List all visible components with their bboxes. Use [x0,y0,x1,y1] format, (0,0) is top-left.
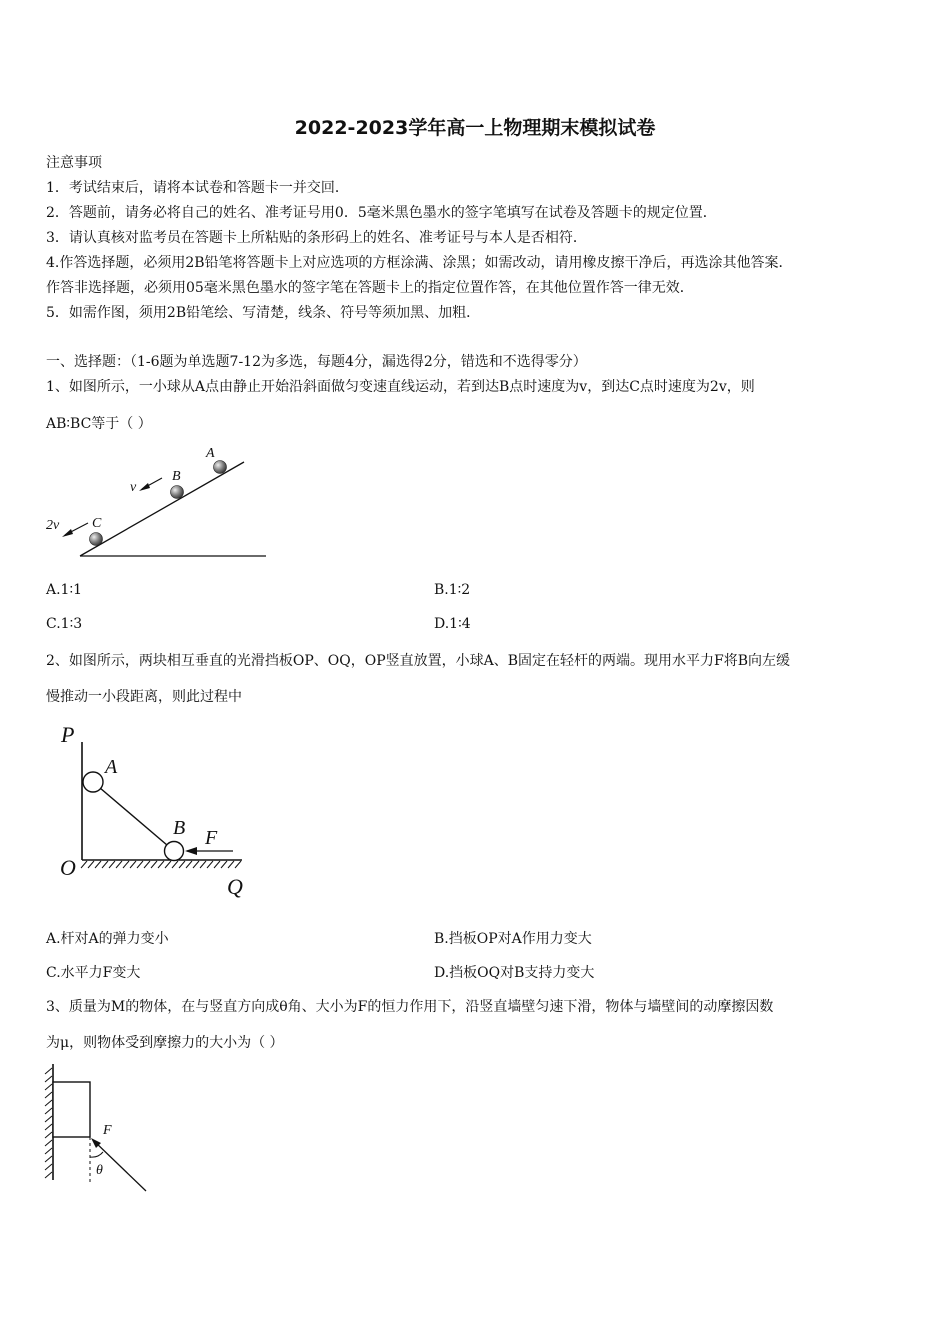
q3-stem-line2: 为μ，则物体受到摩擦力的大小为（ ） [46,1035,284,1051]
q2-stem-line2: 慢推动一小段距离，则此过程中 [46,689,242,705]
q2-option-a: A.杆对A的弹力变小 [46,931,169,947]
ball-b [165,842,184,861]
q1-option-c: C.1∶3 [46,616,83,632]
label-b: B [173,817,186,839]
section-heading: 一、选择题：（1-6题为单选题7-12为多选，每题4分，漏选得2分，错选和不选得零分） [46,354,587,370]
page-title: 2022-2023学年高一上物理期末模拟试卷 [294,117,656,139]
q3-stem-line1: 3、质量为M的物体，在与竖直方向成θ角、大小为F的恒力作用下，沿竖直墙壁匀速下滑，物体与墙壁间的动摩擦因数 [46,999,774,1015]
q1-option-d: D.1∶4 [434,616,471,632]
arrowhead-v [139,483,150,491]
q1-incline-figure [40,440,280,565]
q2-option-c: C.水平力F变大 [46,965,141,981]
label-2v: 2v [46,518,60,533]
label-v: v [130,480,137,495]
q2-rod-figure [55,720,265,900]
notice-item-4: 4.作答选择题，必须用2B铅笔将答题卡上对应选项的方框涂满、涂黑；如需改动，请用橡皮擦干净后，再选涂其他答案． [46,255,793,271]
q1-stem-line1: 1、如图所示，一小球从A点由静止开始沿斜面做匀变速直线运动，若到达B点时速度为v，到达C点时速度为2v，则 [46,379,755,395]
q2-option-d: D.挡板OQ对B支持力变大 [434,965,595,981]
force-f-arrowhead [185,847,197,855]
hatch-marks [81,861,241,868]
q1-stem-line2: AB∶BC等于（ ） [46,416,152,432]
notice-item-5: 5．如需作图，须用2B铅笔绘、写清楚，线条、符号等须加黑、加粗． [46,305,481,321]
label-c: C [92,516,102,531]
q2-option-b: B.挡板OP对A作用力变大 [434,931,592,947]
notice-heading: 注意事项 [46,155,102,171]
q1-option-a: A.1∶1 [46,582,83,598]
light-rod [93,782,174,851]
label-a: A [105,756,118,778]
q2-stem-line1: 2、如图所示，两块相互垂直的光滑挡板OP、OQ，OP竖直放置，小球A、B固定在轻杆的两端。现用水平力F将B向左缓 [46,653,791,669]
q3-wall-figure [40,1060,160,1200]
notice-item-4b: 作答非选择题，必须用05毫米黑色墨水的签字笔在答题卡上的指定位置作答，在其他位置作答一律无效． [46,280,694,296]
wall-hatch [45,1068,52,1178]
notice-item-2: 2．答题前，请务必将自己的姓名、准考证号用0．5毫米黑色墨水的签字笔填写在试卷及答题卡的规定位置． [46,205,717,221]
label-f: F [103,1123,112,1138]
ball-c [90,533,103,546]
arrowhead-2v [62,529,73,537]
block-m [53,1082,90,1137]
q1-option-b: B.1∶2 [434,582,471,598]
label-f: F [205,827,218,849]
label-b: B [172,469,181,484]
notice-item-3: 3．请认真核对监考员在答题卡上所粘贴的条形码上的姓名、准考证号与本人是否相符． [46,230,587,246]
ball-a [83,772,103,792]
label-o: O [60,855,76,880]
theta-arc [90,1152,103,1157]
ball-b [171,486,184,499]
label-q: Q [227,874,243,899]
notice-item-1: 1．考试结束后，请将本试卷和答题卡一并交回． [46,180,349,196]
label-a: A [206,446,215,461]
incline-line [80,462,244,556]
ball-a [214,461,227,474]
label-theta: θ [96,1163,103,1178]
label-p: P [61,722,75,747]
